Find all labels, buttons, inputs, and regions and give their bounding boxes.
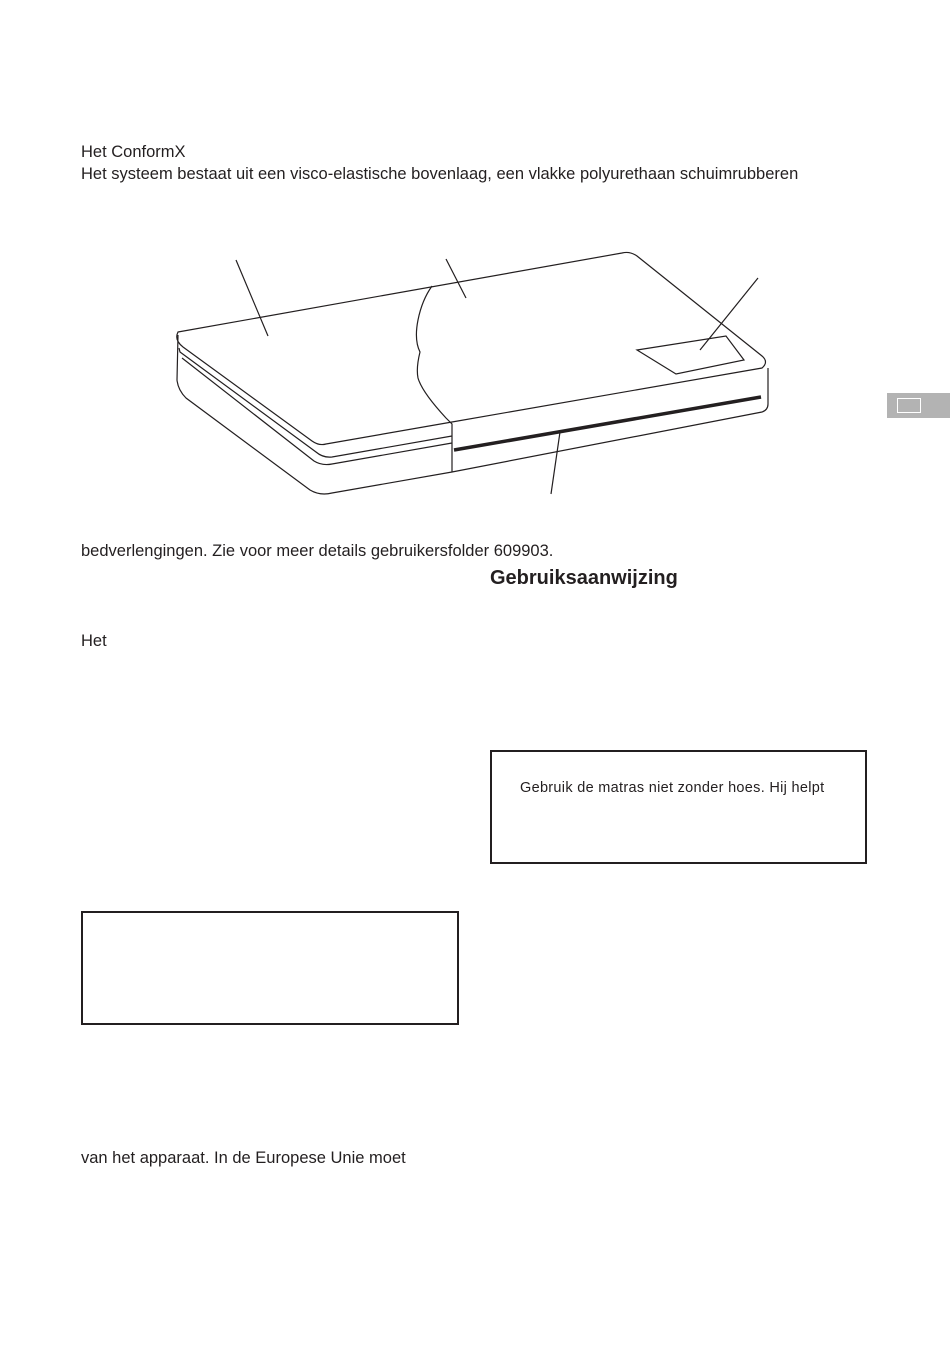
leader-line-zipper — [551, 432, 560, 494]
leader-line-top-layer — [236, 260, 268, 336]
intro-title: Het ConformX — [81, 143, 186, 161]
bottom-line: van het apparaat. In de Europese Unie moet — [81, 1149, 406, 1167]
mattress-seam-upper — [182, 358, 452, 465]
mattress-seam-lower — [179, 348, 452, 457]
intro-body: Het systeem bestaat uit een visco-elastische bovenlaag, een vlakke polyurethaan schuimrubberen — [81, 165, 799, 183]
details-line: bedverlengingen. Zie voor meer details gebruikersfolder 609903. — [81, 542, 554, 560]
mattress-illustration — [0, 0, 950, 560]
left-column-start: Het — [81, 632, 107, 650]
language-tab — [887, 393, 950, 418]
empty-box — [81, 911, 459, 1025]
notice-box-text: Gebruik de matras niet zonder hoes. Hij helpt — [520, 780, 825, 796]
mattress-top-outline — [177, 252, 766, 444]
language-tab-box — [897, 398, 921, 413]
section-heading: Gebruiksaanwijzing — [490, 567, 678, 589]
notice-box — [490, 750, 867, 864]
leader-line-middle — [446, 259, 466, 298]
label-square — [637, 336, 744, 374]
